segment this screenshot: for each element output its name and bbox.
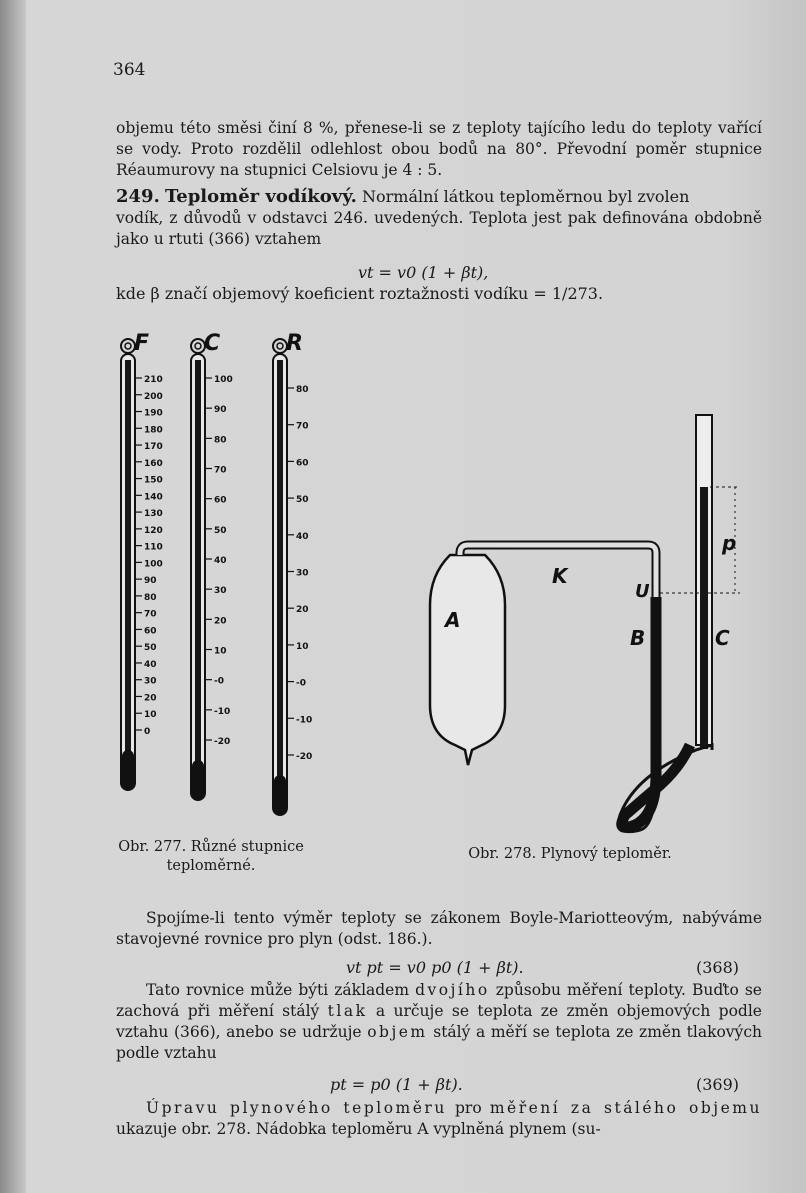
paragraph-5 — [116, 1098, 762, 1140]
p4-d: tlak — [327, 1002, 368, 1020]
scale-tick-label: 80 — [296, 385, 309, 395]
scale-tick-label: 60 — [214, 495, 227, 506]
scale-tick-label: 30 — [296, 568, 309, 579]
scale-tick-label: 20 — [214, 616, 227, 627]
label-b: B — [630, 626, 646, 650]
formula-1: vt = v0 (1 + βt), — [358, 263, 489, 282]
p5-b: pro — [446, 1099, 490, 1117]
scale-tick-label: 190 — [144, 408, 163, 419]
scale-tick-label: 20 — [296, 605, 309, 616]
caption-277: Obr. 277. Různé stupnice teploměrné. — [118, 839, 304, 874]
label-k: K — [552, 564, 568, 588]
thermometer-fahrenheit — [121, 331, 163, 790]
scale-tick-label: -20 — [214, 737, 231, 747]
scale-tick-label: 70 — [214, 465, 227, 476]
scale-tick-label: 80 — [144, 592, 157, 603]
scale-tick-label: 170 — [144, 442, 163, 453]
section-heading — [116, 186, 762, 208]
mercury-column — [125, 360, 131, 790]
p5-a: Úpravu plynového teploměru — [146, 1099, 447, 1117]
scale-tick-label: 50 — [144, 643, 157, 654]
formula-2: vt pt = v0 p0 (1 + βt). — [346, 958, 524, 977]
book-spine — [0, 0, 26, 1193]
p4-c: způsobu měření teploty. Buďto se zachová při měření stálý — [116, 981, 762, 1020]
thermometer-ring — [121, 339, 135, 353]
scale-tick-label: 50 — [296, 495, 309, 506]
scale-tick-label: 50 — [214, 525, 227, 536]
paragraph-4 — [116, 980, 762, 1064]
scale-tick-label: 40 — [214, 556, 227, 566]
p4-f: objem — [367, 1023, 428, 1041]
scale-tick-label: 100 — [214, 375, 233, 385]
mercury-column-c — [700, 487, 708, 749]
scale-tick-label: 10 — [296, 641, 309, 652]
mercury-column — [195, 360, 201, 800]
label-a: A — [445, 608, 461, 632]
p5-c: měření za stálého objemu — [489, 1099, 762, 1117]
scale-tick-label: 60 — [296, 458, 309, 469]
bulb — [274, 775, 286, 815]
scale-tick-label: 10 — [214, 646, 227, 657]
p4-g: stálý a měří se teplota ze změn tlakových podle vztahu — [116, 1023, 762, 1062]
scale-tick-label: 80 — [214, 435, 227, 446]
figure-278-gas-thermometer — [410, 405, 750, 835]
bulb-a — [430, 555, 505, 765]
scale-tick-label: 30 — [214, 586, 227, 597]
label-u: U — [635, 581, 650, 602]
scale-tick-label: 150 — [144, 475, 163, 486]
scale-tick-label: 90 — [214, 405, 227, 416]
p4-b: dvojího — [415, 981, 490, 999]
scale-tick-label: 110 — [144, 542, 163, 553]
scale-tick-label: 210 — [144, 375, 163, 385]
equation-number-368: (368) — [696, 958, 740, 977]
scale-label: F — [134, 331, 150, 356]
section-title: Teploměr vodíkový. — [164, 186, 357, 207]
scale-tick-label: 200 — [144, 391, 163, 402]
scale-tick-label: 40 — [296, 531, 309, 542]
paragraph-2: vodík, z důvodů v odstavci 246. uvedených. Teplota jest pak definována obdobně jako u rtuti (366) vztahem — [116, 209, 762, 248]
p4-a: Tato rovnice může býti základem — [146, 981, 416, 999]
label-p: p — [722, 531, 737, 555]
section-number: 249. — [116, 186, 160, 207]
scale-tick-label: -20 — [296, 752, 313, 762]
scale-label: R — [286, 331, 303, 356]
thermometer-celsius — [191, 331, 233, 800]
formula-3: pt = p0 (1 + βt). — [330, 1075, 463, 1094]
scale-tick-label: 20 — [144, 693, 157, 704]
paragraph-1: objemu této směsi činí 8 %, přenese-li se z teploty tajícího ledu do teploty vařící se vody. Proto rozdělil odlehlost obou bodů na 80°. Převodní poměr stupnice Réaumurovy na stupnici Celsiovu je 4 : 5. — [116, 119, 762, 179]
scale-tick-label: -0 — [214, 676, 224, 687]
scale-tick-label: 130 — [144, 509, 163, 520]
scale-tick-label: 120 — [144, 525, 163, 536]
scale-tick-label: -10 — [296, 715, 313, 726]
thermometer-reaumur — [273, 331, 312, 815]
section-lead: Normální látkou teploměrnou byl zvolen — [361, 187, 690, 206]
scale-tick-label: 30 — [144, 676, 157, 687]
scale-tick-label: 60 — [144, 626, 157, 637]
figure-277-thermometers — [100, 330, 320, 830]
thermometer-ring — [273, 339, 287, 353]
equation-number-369: (369) — [696, 1075, 740, 1094]
page-number: 364 — [113, 60, 146, 80]
scale-tick-label: 180 — [144, 425, 163, 436]
scale-tick-label: -0 — [296, 678, 306, 689]
scale-tick-label: 40 — [144, 659, 157, 670]
scale-tick-label: 70 — [144, 609, 157, 620]
p4-e: a určuje se teplota ze změn objemových podle vztahu (366), anebo se udržuje — [116, 1002, 762, 1041]
kde-line: kde β značí objemový koeficient roztažnosti vodíku = 1/273. — [116, 284, 604, 303]
p5-d: ukazuje obr. 278. Nádobka teploměru A vyplněná plynem (su- — [116, 1120, 601, 1138]
scale-tick-label: 10 — [144, 710, 157, 721]
thermometer-ring — [191, 339, 205, 353]
scale-tick-label: 90 — [144, 576, 157, 587]
scale-tick-label: 70 — [296, 421, 309, 432]
scale-tick-label: -10 — [214, 706, 231, 717]
scale-tick-label: 0 — [144, 727, 151, 737]
bulb — [192, 760, 204, 800]
scale-tick-label: 100 — [144, 559, 163, 570]
scale-tick-label: 160 — [144, 458, 163, 469]
scale-label: C — [204, 331, 221, 356]
scale-tick-label: 140 — [144, 492, 163, 503]
mercury-column — [277, 360, 283, 815]
paragraph-3: Spojíme-li tento výměr teploty se zákonem Boyle-Mariotteovým, nabýváme stavojevné rovnice pro plyn (odst. 186.). — [116, 909, 762, 948]
label-c: C — [715, 626, 730, 650]
caption-278: Obr. 278. Plynový teploměr. — [468, 846, 672, 862]
bulb — [122, 750, 134, 790]
